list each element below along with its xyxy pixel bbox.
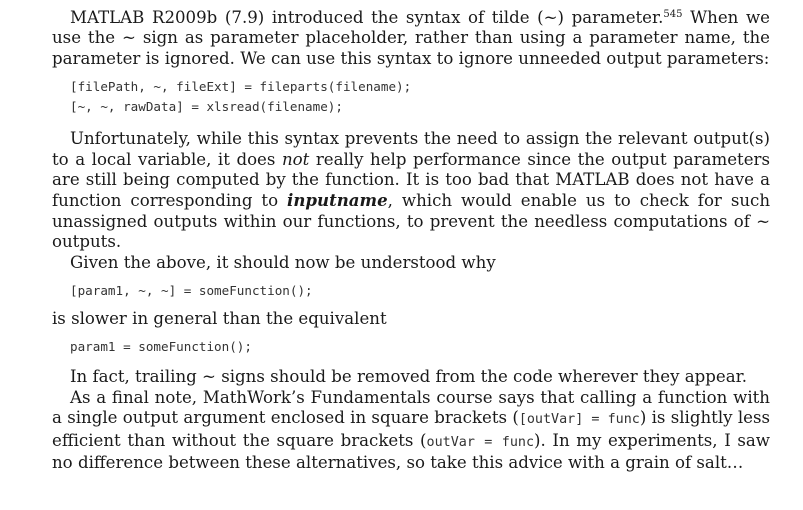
code-line: [filePath, ~, fileExt] = fileparts(filename); [70, 79, 412, 95]
emphasis: not [281, 149, 310, 169]
paragraph-performance [52, 129, 770, 252]
paragraph-final-note [52, 388, 770, 474]
paragraph-given-above: Given the above, it should now be understood why [70, 252, 496, 272]
paragraph-slower: is slower in general than the equivalent [52, 309, 387, 329]
code-line-equivalent: param1 = someFunction(); [70, 339, 252, 355]
document-page [52, 8, 770, 474]
text: really help performance since the output parameters are still being computed by the function. It is too bad that MATLAB does not have a function corresponding to [52, 149, 770, 211]
inline-code: outVar = func [426, 434, 535, 450]
text: , which would enable us to check for such unassigned outputs within our functions, to prevent the needless computations of ~ outputs. [52, 191, 771, 252]
paragraph-tilde-intro [52, 8, 770, 69]
inline-code: [outVar] = func [518, 412, 640, 428]
text: ). In my experiments, I saw no difference between these alternatives, so take this advice with a grain of salt… [52, 430, 770, 473]
function-name: inputname [287, 190, 388, 211]
footnote-reference[interactable]: 545 [663, 9, 683, 20]
text: When we use the ~ sign as parameter placeholder, rather than using a parameter name, the parameter is ignored. We can use this syntax to ignore unneeded output parameters: [52, 8, 771, 68]
text: ) is slightly less efficient than without the square brackets ( [52, 408, 770, 450]
text: As a final note, MathWork’s Fundamentals course says that calling a function with a single output argument enclosed in square brackets ( [52, 387, 770, 428]
code-line: [~, ~, rawData] = xlsread(filename); [70, 99, 343, 115]
code-line-slow: [param1, ~, ~] = someFunction(); [70, 283, 313, 299]
text: Unfortunately, while this syntax prevents the need to assign the relevant output(s) to a local variable, it does [52, 129, 770, 169]
text: MATLAB R2009b (7.9) introduced the syntax of tilde (~) parameter. [70, 8, 664, 27]
code-block-fileparts [52, 77, 770, 117]
paragraph-trailing-tilde: In fact, trailing ~ signs should be removed from the code wherever they appear. [70, 367, 747, 387]
